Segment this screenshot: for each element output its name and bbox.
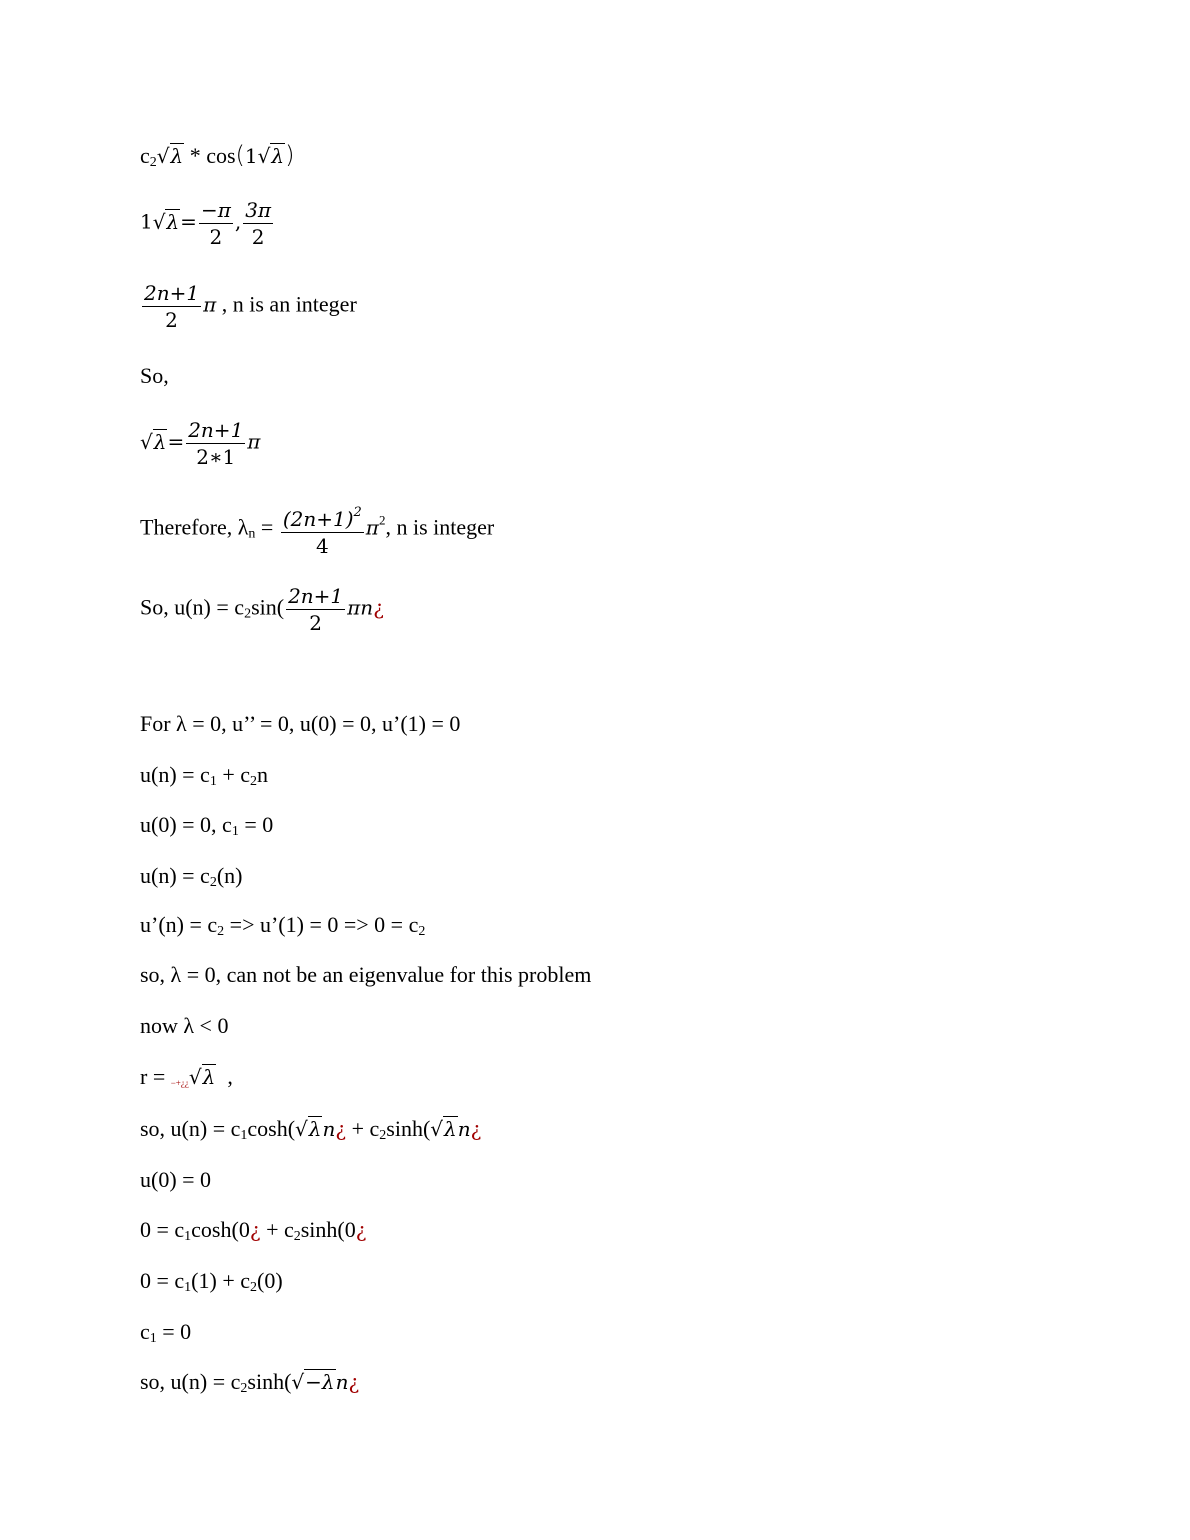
fraction-3pi-over-2: $\frac{3\pi}{2}$: [245, 198, 272, 249]
sqrt-lambda: √λ: [156, 144, 184, 168]
placeholder-glyph: ¿: [373, 595, 384, 620]
fraction-2n-plus-1-over-2: $\frac{2n+1}{2}$: [144, 281, 200, 332]
subscript: 2: [149, 155, 157, 170]
equation-line-20: $c_1 = 0$: [140, 1319, 192, 1346]
equation-line-6: Therefore, $\lambda_n$ = $\frac{(2n+1)^2}{4}$ $\pi^2$, n is integer: [140, 500, 494, 559]
equation-line-7: So, $u(n) = c_2\sin$( $\frac{2n+1}{2}$ πn¿: [140, 584, 384, 635]
text: * cos: [184, 143, 236, 168]
text: c: [140, 143, 150, 168]
sqrt-neg-lambda: √−λ: [291, 1370, 335, 1394]
fraction-2n-plus-1-over-2x1: $\frac{2n+1}{2∗1}$: [188, 418, 244, 469]
equation-line-3: $\frac{2n+1}{2}$ π , n is an integer: [144, 281, 357, 332]
equation-line-15: r = −+¿¿√λ ,: [140, 1064, 233, 1089]
sqrt-lambda: √λ: [152, 209, 180, 234]
equation-line-12: u’(n) = $c_2$ => u’(1) = $0 => 0 = c_2$: [140, 912, 426, 939]
sqrt-lambda: √λ: [140, 429, 167, 454]
sqrt-lambda: √λ: [295, 1117, 322, 1141]
equation-line-2: 1√λ= $\frac{-\pi}{2}$ , $\frac{3\pi}{2}$: [140, 198, 272, 249]
equation-line-21: so, $u(n) = c_2\sinh(√-\lambda n¿$: [140, 1369, 360, 1396]
text-line-lambda-zero: For λ = 0, u’’ = 0, u(0) = 0, u’(1) = 0: [140, 711, 461, 736]
equation-line-9: $u(n) = c_1 + c_2n$: [140, 762, 268, 789]
text-line-not-eigenvalue: so, λ = 0, can not be an eigenvalue for this problem: [140, 962, 592, 987]
fraction-neg-pi-over-2: $\frac{-\pi}{2}$: [200, 198, 231, 249]
text-line-so: So,: [140, 363, 169, 388]
equation-line-5: √λ= $\frac{2n+1}{2∗1}$ π: [140, 418, 261, 469]
equation-line-19: $0 = c_1(1) + c_2(0)$: [140, 1268, 283, 1295]
equation-line-18: $0 = c_1\cosh(0¿$ + $c_2\sinh(0¿$: [140, 1217, 367, 1244]
text-line-u0: u(0) = 0: [140, 1167, 212, 1192]
equation-line-11: $u(n) = c_2(n)$: [140, 863, 243, 890]
sqrt-lambda: √λ: [188, 1065, 216, 1089]
sqrt-lambda-2: √λ: [257, 144, 285, 168]
text-line-lambda-negative: now λ < 0: [140, 1013, 229, 1038]
equation-line-1: $c_2√\lambda * \cos(1√\lambda)$: [140, 141, 295, 170]
fraction-2n-plus-1-over-2: $\frac{2n+1}{2}$: [288, 584, 344, 635]
text: , n is an integer: [216, 291, 357, 317]
equation-line-10: u(0) = 0, $c_1 = 0$: [140, 812, 274, 839]
sqrt-lambda-2: √λ: [430, 1117, 457, 1141]
placeholder-glyph: −+¿¿: [170, 1078, 189, 1088]
fraction-eigenvalue: $\frac{(2n+1)^2}{4}$: [281, 500, 364, 559]
equation-line-16: so, $u(n) = c_1\cosh(√\lambda n¿$ + $c_2\sinh(√\lambda n¿$: [140, 1116, 482, 1143]
